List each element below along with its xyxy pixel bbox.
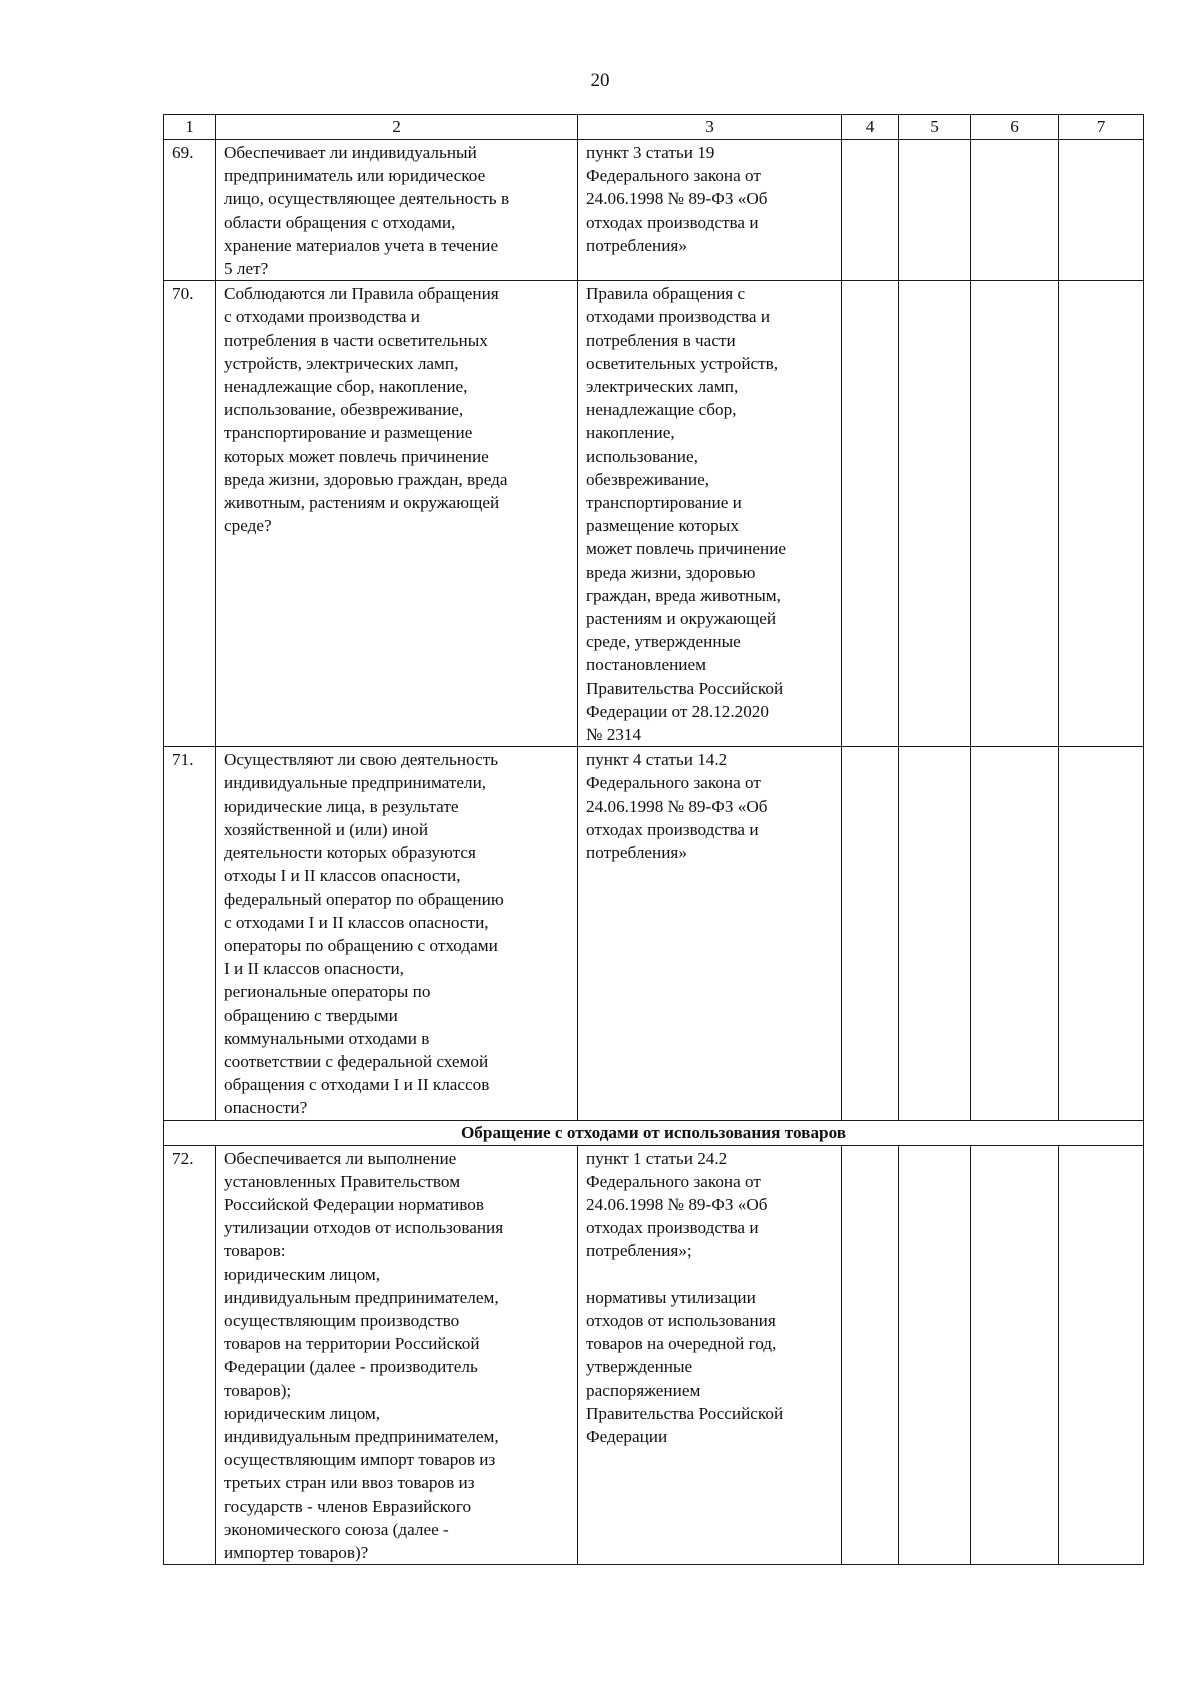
table-row: [164, 281, 1144, 747]
empty-cell-col7: [1059, 747, 1144, 1120]
empty-cell-col7: [1059, 140, 1144, 281]
row-question: Соблюдаются ли Правила обращения с отходами производства и потребления в части осветительных устройств, электрических ламп, ненадлежащие сбор, накопление, использование, обезвреживание, транспортирование и размещение которых может повлечь причинение вреда жизни, здоровью граждан, вреда животным, растениям и окружающей среде?: [216, 281, 578, 747]
column-number-header-row: [164, 115, 1144, 140]
row-legal-reference: Правила обращения с отходами производства и потребления в части осветительных устройств, электрических ламп, ненадлежащие сбор, накопление, использование, обезвреживание, транспортирование и размещение которых может повлечь причинение вреда жизни, здоровью граждан, вреда животным, растениям и окружающей среде, утвержденные постановлением Правительства Российской Федерации от 28.12.2020 № 2314: [578, 281, 842, 747]
section-header-row: [164, 1120, 1144, 1145]
empty-cell-col7: [1059, 281, 1144, 747]
empty-cell-col5: [899, 1145, 971, 1565]
page-number: 20: [590, 70, 610, 91]
row-number: 69.: [164, 140, 216, 281]
table-row: [164, 1145, 1144, 1565]
table-row: [164, 140, 1144, 281]
empty-cell-col6: [971, 140, 1059, 281]
checklist-table: [163, 114, 1144, 1565]
empty-cell-col4: [842, 281, 899, 747]
empty-cell-col4: [842, 747, 899, 1120]
column-header-3: 3: [578, 115, 842, 140]
column-header-1: 1: [164, 115, 216, 140]
column-header-5: 5: [899, 115, 971, 140]
empty-cell-col6: [971, 1145, 1059, 1565]
empty-cell-col4: [842, 1145, 899, 1565]
row-number: 71.: [164, 747, 216, 1120]
row-legal-reference: пункт 1 статьи 24.2 Федерального закона от 24.06.1998 № 89-ФЗ «Об отходах производства и потребления»; нормативы утилизации отходов от использования товаров на очередной год, утвержденные распоряжением Правительства Российской Федерации: [578, 1145, 842, 1565]
section-title: Обращение с отходами от использования товаров: [164, 1120, 1144, 1145]
column-header-6: 6: [971, 115, 1059, 140]
row-number: 72.: [164, 1145, 216, 1565]
column-header-2: 2: [216, 115, 578, 140]
table-row: [164, 747, 1144, 1120]
row-legal-reference: пункт 3 статьи 19 Федерального закона от 24.06.1998 № 89-ФЗ «Об отходах производства и потребления»: [578, 140, 842, 281]
empty-cell-col6: [971, 281, 1059, 747]
empty-cell-col5: [899, 747, 971, 1120]
row-number: 70.: [164, 281, 216, 747]
column-header-4: 4: [842, 115, 899, 140]
empty-cell-col7: [1059, 1145, 1144, 1565]
empty-cell-col5: [899, 281, 971, 747]
empty-cell-col5: [899, 140, 971, 281]
row-legal-reference: пункт 4 статьи 14.2 Федерального закона от 24.06.1998 № 89-ФЗ «Об отходах производства и потребления»: [578, 747, 842, 1120]
row-question: Обеспечивается ли выполнение установленных Правительством Российской Федерации нормативов утилизации отходов от использования товаров: юридическим лицом, индивидуальным предпринимателем, осуществляющим производство товаров на территории Российской Федерации (далее - производитель товаров); юридическим лицом, индивидуальным предпринимателем, осуществляющим импорт товаров из третьих стран или ввоз товаров из государств - членов Евразийского экономического союза (далее - импортер товаров)?: [216, 1145, 578, 1565]
empty-cell-col4: [842, 140, 899, 281]
column-header-7: 7: [1059, 115, 1144, 140]
row-question: Осуществляют ли свою деятельность индивидуальные предприниматели, юридические лица, в результате хозяйственной и (или) иной деятельности которых образуются отходы I и II классов опасности, федеральный оператор по обращению с отходами I и II классов опасности, операторы по обращению с отходами I и II классов опасности, региональные операторы по обращению с твердыми коммунальными отходами в соответствии с федеральной схемой обращения с отходами I и II классов опасности?: [216, 747, 578, 1120]
row-question: Обеспечивает ли индивидуальный предприниматель или юридическое лицо, осуществляющее деятельность в области обращения с отходами, хранение материалов учета в течение 5 лет?: [216, 140, 578, 281]
empty-cell-col6: [971, 747, 1059, 1120]
